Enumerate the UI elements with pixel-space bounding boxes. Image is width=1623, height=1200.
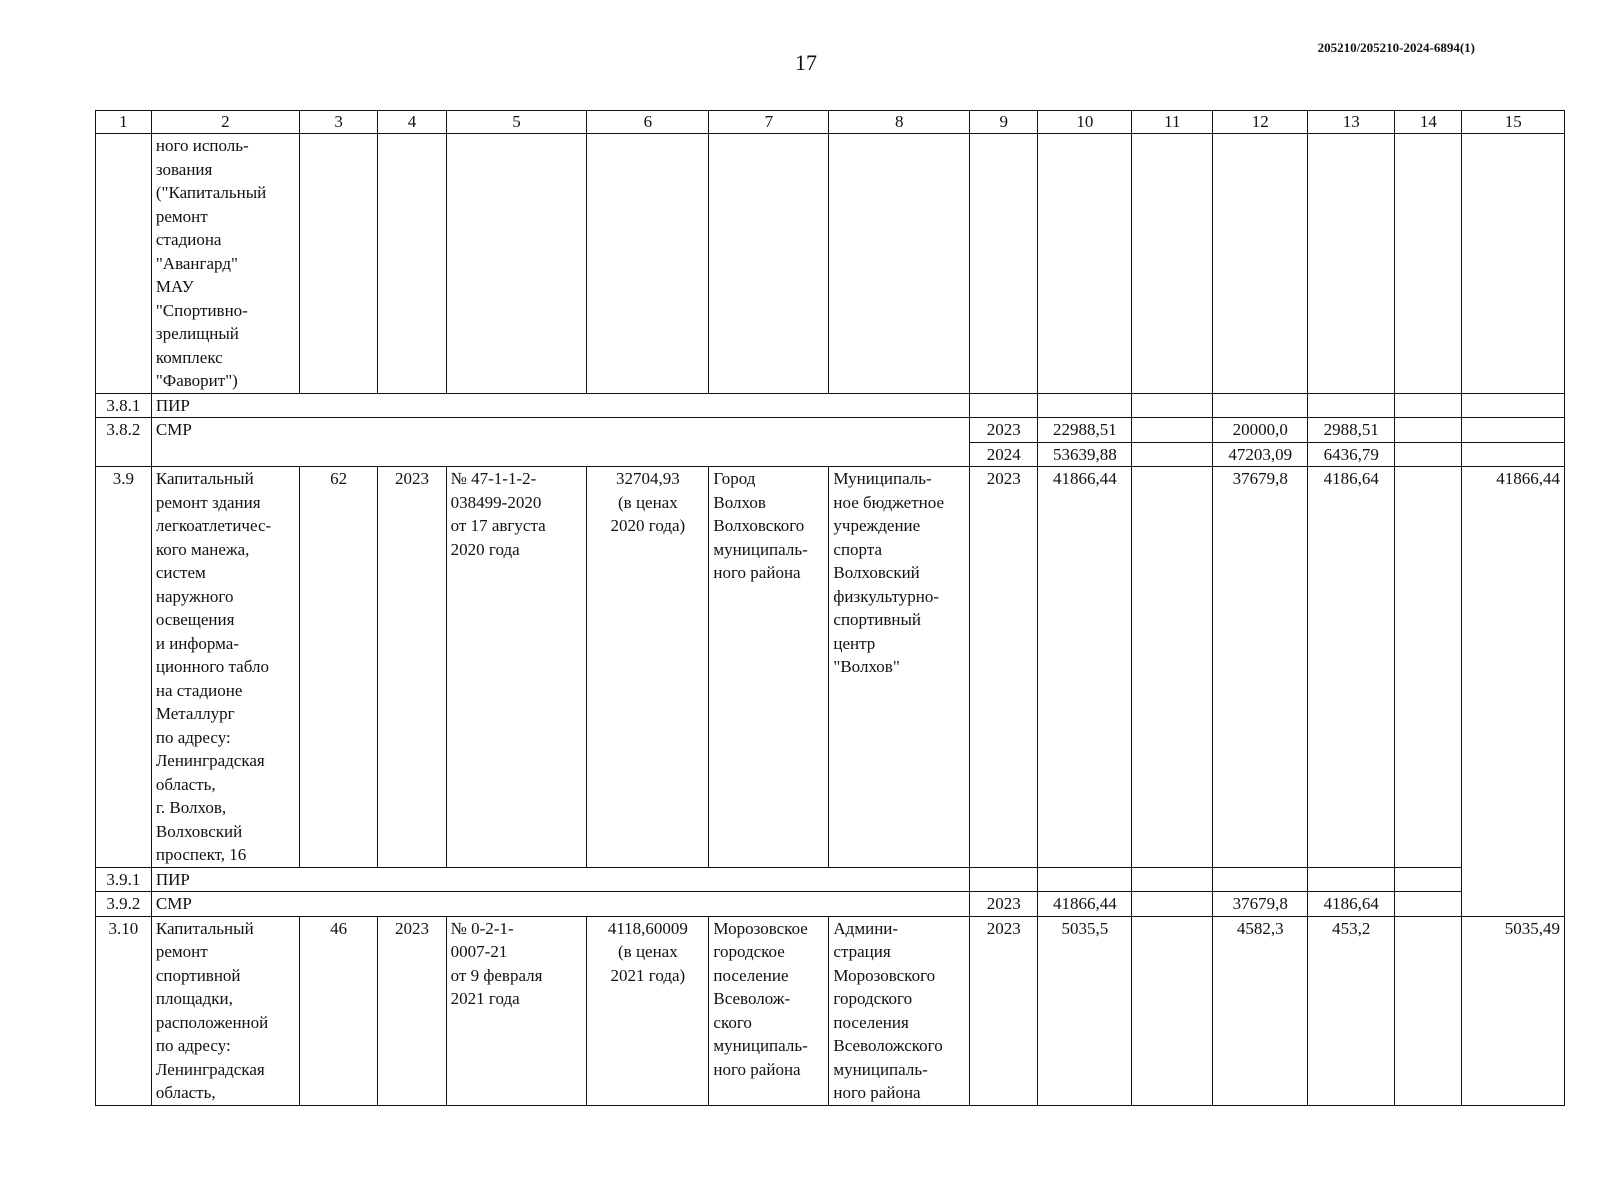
regional-funds-cell: 47203,09: [1213, 442, 1308, 467]
page-number: 17: [795, 50, 817, 75]
stage-label: ПИР: [151, 867, 969, 892]
empty-cell: [970, 867, 1038, 892]
table-row: [96, 134, 1565, 394]
total-column-15: 41866,44: [1462, 467, 1565, 917]
empty-cell: [1132, 393, 1213, 418]
empty-cell: [587, 134, 709, 394]
regional-funds-cell: 4582,3: [1213, 916, 1308, 1105]
col-header-11: 11: [1132, 111, 1213, 134]
register-table: [95, 110, 1565, 1106]
empty-cell: [709, 134, 829, 394]
cell-c3: 62: [299, 467, 378, 868]
year-cell: 2023: [970, 418, 1038, 443]
total-column-15: 5035,49: [1462, 916, 1565, 1105]
col-header-2: 2: [151, 111, 299, 134]
year-cell: 2024: [970, 442, 1038, 467]
empty-cell: [1038, 393, 1132, 418]
empty-cell: [1308, 867, 1395, 892]
total-cost-cell: 41866,44: [1038, 467, 1132, 868]
expertise-conclusion: № 0-2-1- 0007-21 от 9 февраля 2021 года: [446, 916, 587, 1105]
regional-funds-cell: 20000,0: [1213, 418, 1308, 443]
total-cost-cell: 22988,51: [1038, 418, 1132, 443]
municipality: Город Волхов Волховского муниципаль- ного района: [709, 467, 829, 868]
stage-label: СМР: [151, 892, 969, 917]
customer: Муниципаль- ное бюджетное учреждение спорта Волховский физкультурно- спортивный центр "Волхов": [829, 467, 970, 868]
customer: Админи- страция Морозовского городского поселения Всеволожского муниципаль- ного района: [829, 916, 970, 1105]
total-cost-cell: 5035,5: [1038, 916, 1132, 1105]
table-row: [96, 916, 1565, 1105]
row-number: 3.9: [96, 467, 152, 868]
empty-cell: [1395, 892, 1462, 917]
empty-cell: [1132, 442, 1213, 467]
empty-cell: [299, 134, 378, 394]
empty-cell: [1395, 134, 1462, 394]
total-cost-cell: 41866,44: [1038, 892, 1132, 917]
table-row: [96, 393, 1565, 418]
empty-cell: [1038, 867, 1132, 892]
col-header-14: 14: [1395, 111, 1462, 134]
empty-cell: [1462, 418, 1565, 443]
empty-cell: [1462, 134, 1565, 394]
local-funds-cell: 6436,79: [1308, 442, 1395, 467]
col-header-9: 9: [970, 111, 1038, 134]
local-funds-cell: 4186,64: [1308, 467, 1395, 868]
empty-cell: [829, 134, 970, 394]
local-funds-cell: 453,2: [1308, 916, 1395, 1105]
empty-cell: [1395, 916, 1462, 1105]
row-number: 3.8.1: [96, 393, 152, 418]
stage-label: ПИР: [151, 393, 969, 418]
row-number: 3.10: [96, 916, 152, 1105]
document-reference: 205210/205210-2024-6894(1): [1317, 40, 1475, 55]
estimated-cost: 32704,93 (в ценах 2020 года): [587, 467, 709, 868]
cell-num: [96, 134, 152, 394]
total-cost-cell: 53639,88: [1038, 442, 1132, 467]
empty-cell: [1132, 867, 1213, 892]
empty-cell: [1213, 393, 1308, 418]
year-cell: 2023: [970, 467, 1038, 868]
col-header-15: 15: [1462, 111, 1565, 134]
col-header-13: 13: [1308, 111, 1395, 134]
empty-cell: [1213, 867, 1308, 892]
local-funds-cell: 2988,51: [1308, 418, 1395, 443]
table-row: [96, 467, 1565, 868]
row-number: 3.9.2: [96, 892, 152, 917]
empty-cell: [378, 134, 446, 394]
local-funds-cell: 4186,64: [1308, 892, 1395, 917]
col-header-5: 5: [446, 111, 587, 134]
col-header-8: 8: [829, 111, 970, 134]
municipality: Морозовское городское поселение Всеволож- ского муниципаль- ного района: [709, 916, 829, 1105]
cell-c4: 2023: [378, 467, 446, 868]
object-name: Капитальный ремонт спортивной площадки, расположенной по адресу: Ленинградская область,: [151, 916, 299, 1105]
col-header-12: 12: [1213, 111, 1308, 134]
empty-cell: [1038, 134, 1132, 394]
empty-cell: [1462, 393, 1565, 418]
row-number: 3.8.2: [96, 418, 152, 467]
row-number: 3.9.1: [96, 867, 152, 892]
col-header-4: 4: [378, 111, 446, 134]
col-header-1: 1: [96, 111, 152, 134]
empty-cell: [1395, 867, 1462, 892]
table-row: [96, 892, 1565, 917]
empty-cell: [1395, 442, 1462, 467]
table-row: [96, 418, 1565, 443]
empty-cell: [1308, 393, 1395, 418]
empty-cell: [1132, 418, 1213, 443]
empty-cell: [1132, 134, 1213, 394]
stage-label: СМР: [151, 418, 969, 467]
col-header-3: 3: [299, 111, 378, 134]
empty-cell: [1395, 467, 1462, 868]
year-cell: 2023: [970, 892, 1038, 917]
regional-funds-cell: 37679,8: [1213, 892, 1308, 917]
estimated-cost: 4118,60009 (в ценах 2021 года): [587, 916, 709, 1105]
expertise-conclusion: № 47-1-1-2- 038499-2020 от 17 августа 2020 года: [446, 467, 587, 868]
object-name: Капитальный ремонт здания легкоатлетичес- кого манежа, систем наружного освещения и информа- ционного табло на стадионе Металлург по адресу: Ленинградская область, г. Волхов, Волховский проспект, 16: [151, 467, 299, 868]
empty-cell: [1395, 418, 1462, 443]
table-row: [96, 867, 1565, 892]
object-name-continued: ного исполь- зования ("Капитальный ремонт стадиона "Авангард" МАУ "Спортивно- зрелищный комплекс "Фаворит"): [151, 134, 299, 394]
year-cell: 2023: [970, 916, 1038, 1105]
empty-cell: [1308, 134, 1395, 394]
regional-funds-cell: 37679,8: [1213, 467, 1308, 868]
empty-cell: [446, 134, 587, 394]
empty-cell: [1132, 916, 1213, 1105]
column-number-row: [96, 111, 1565, 134]
cell-c3: 46: [299, 916, 378, 1105]
col-header-7: 7: [709, 111, 829, 134]
empty-cell: [1395, 393, 1462, 418]
col-header-6: 6: [587, 111, 709, 134]
empty-cell: [1132, 467, 1213, 868]
col-header-10: 10: [1038, 111, 1132, 134]
empty-cell: [1462, 442, 1565, 467]
empty-cell: [970, 393, 1038, 418]
cell-c4: 2023: [378, 916, 446, 1105]
empty-cell: [1213, 134, 1308, 394]
empty-cell: [970, 134, 1038, 394]
empty-cell: [1132, 892, 1213, 917]
